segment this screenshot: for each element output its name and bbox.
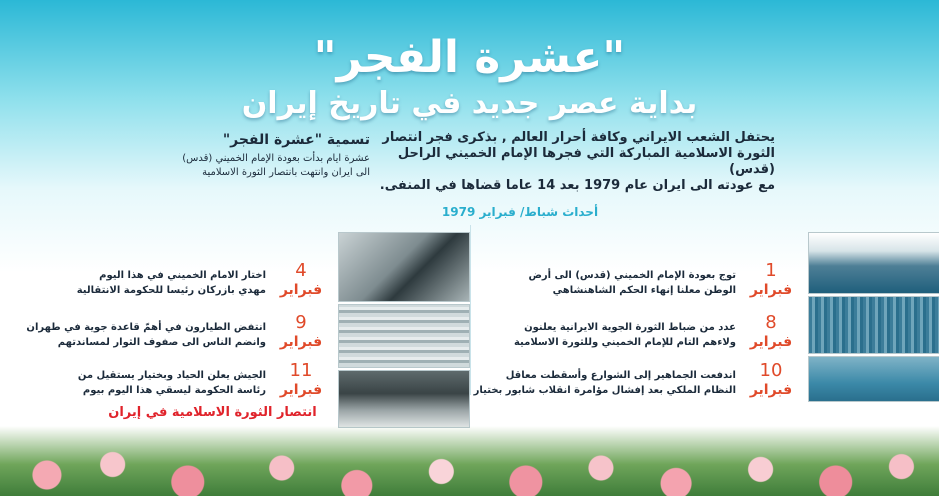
event-text <box>77 268 266 298</box>
event-day: 1 <box>765 260 777 281</box>
photo-air-force <box>808 296 939 354</box>
photo-army <box>338 370 470 428</box>
photo-rally <box>338 304 470 368</box>
event-line: اندفعت الجماهير إلى الشوارع وأسقطت معاقل <box>505 370 736 381</box>
event-line: مهدي بازركان رئيسا للحكومة الانتقالية <box>76 285 266 296</box>
naming-line: عشرة ايام بدأت بعودة الإمام الخميني (قدس) <box>182 153 370 164</box>
event-line: توج بعودة الإمام الخميني (قدس) الى أرض <box>528 270 736 281</box>
event-line: رئاسة الحكومة ليسقي هذا اليوم بيوم <box>82 385 266 396</box>
events-heading: أحداث شباط/ فبراير 1979 <box>441 205 599 219</box>
event-line: الجيش يعلن الحياد وبختيار يستقيل من <box>77 370 266 381</box>
event-day: 8 <box>765 312 777 333</box>
event-line: النظام الملكي بعد إفشال مؤامرة انقلاب شابور بختيار <box>473 385 736 396</box>
event-month: فبراير <box>279 282 323 298</box>
event-day: 11 <box>289 360 313 381</box>
intro-text <box>375 130 775 194</box>
event-month: فبراير <box>749 382 793 398</box>
event-month: فبراير <box>749 282 793 298</box>
naming-line: الى ايران وانتهت بانتصار الثورة الاسلامية <box>202 167 370 178</box>
event-line: انتفض الطيارون في أهمّ قاعدة جوية في طهران <box>26 322 266 333</box>
event-text <box>514 320 736 350</box>
event-item <box>480 312 800 352</box>
event-text <box>78 368 266 398</box>
event-line: عدد من ضباط الثورة الجوية الايرانية يعلنون <box>524 322 736 333</box>
event-line: وانضم الناس الى صفوف الثوار لمساندتهم <box>57 337 266 348</box>
event-text <box>528 268 736 298</box>
intro-line: الثورة الاسلامية المباركة التي فجرها الإمام الخميني الراحل (قدس) <box>397 146 775 177</box>
flowers-border <box>0 426 939 496</box>
event-text <box>474 368 736 398</box>
event-line: ولاءهم التام للإمام الخميني وللثورة الاسلامية <box>513 337 736 348</box>
intro-line: مع عودته الى ايران عام 1979 بعد 14 عاما قضاها في المنفى. <box>379 178 775 193</box>
naming-text <box>150 152 370 180</box>
photo-return <box>808 232 939 294</box>
column-divider <box>470 225 471 395</box>
intro-line: يحتفل الشعب الايراني وكافة أحرار العالم , بذكرى فجر انتصار <box>382 130 775 145</box>
photo-bazargan <box>338 232 470 302</box>
event-item <box>480 260 800 300</box>
event-text <box>26 320 266 350</box>
event-item <box>10 360 330 400</box>
naming-title: تسمية "عشرة الفجر" <box>222 132 370 148</box>
event-month: فبراير <box>279 382 323 398</box>
event-line: اختار الامام الخميني في هذا اليوم <box>99 270 266 281</box>
victory-caption: انتصار الثورة الاسلامية في إيران <box>108 405 317 420</box>
event-item <box>473 360 800 400</box>
page-title: "عشرة الفجر" <box>313 32 626 83</box>
event-month: فبراير <box>749 334 793 350</box>
event-day: 4 <box>295 260 307 281</box>
event-line: الوطن معلنا إنهاء الحكم الشاهنشاهي <box>552 285 736 296</box>
event-item <box>10 312 330 352</box>
event-day: 10 <box>759 360 783 381</box>
event-item <box>10 260 330 300</box>
event-day: 9 <box>295 312 307 333</box>
page-subtitle: بداية عصر جديد في تاريخ إيران <box>241 86 698 121</box>
event-month: فبراير <box>279 334 323 350</box>
photo-crowds <box>808 356 939 402</box>
